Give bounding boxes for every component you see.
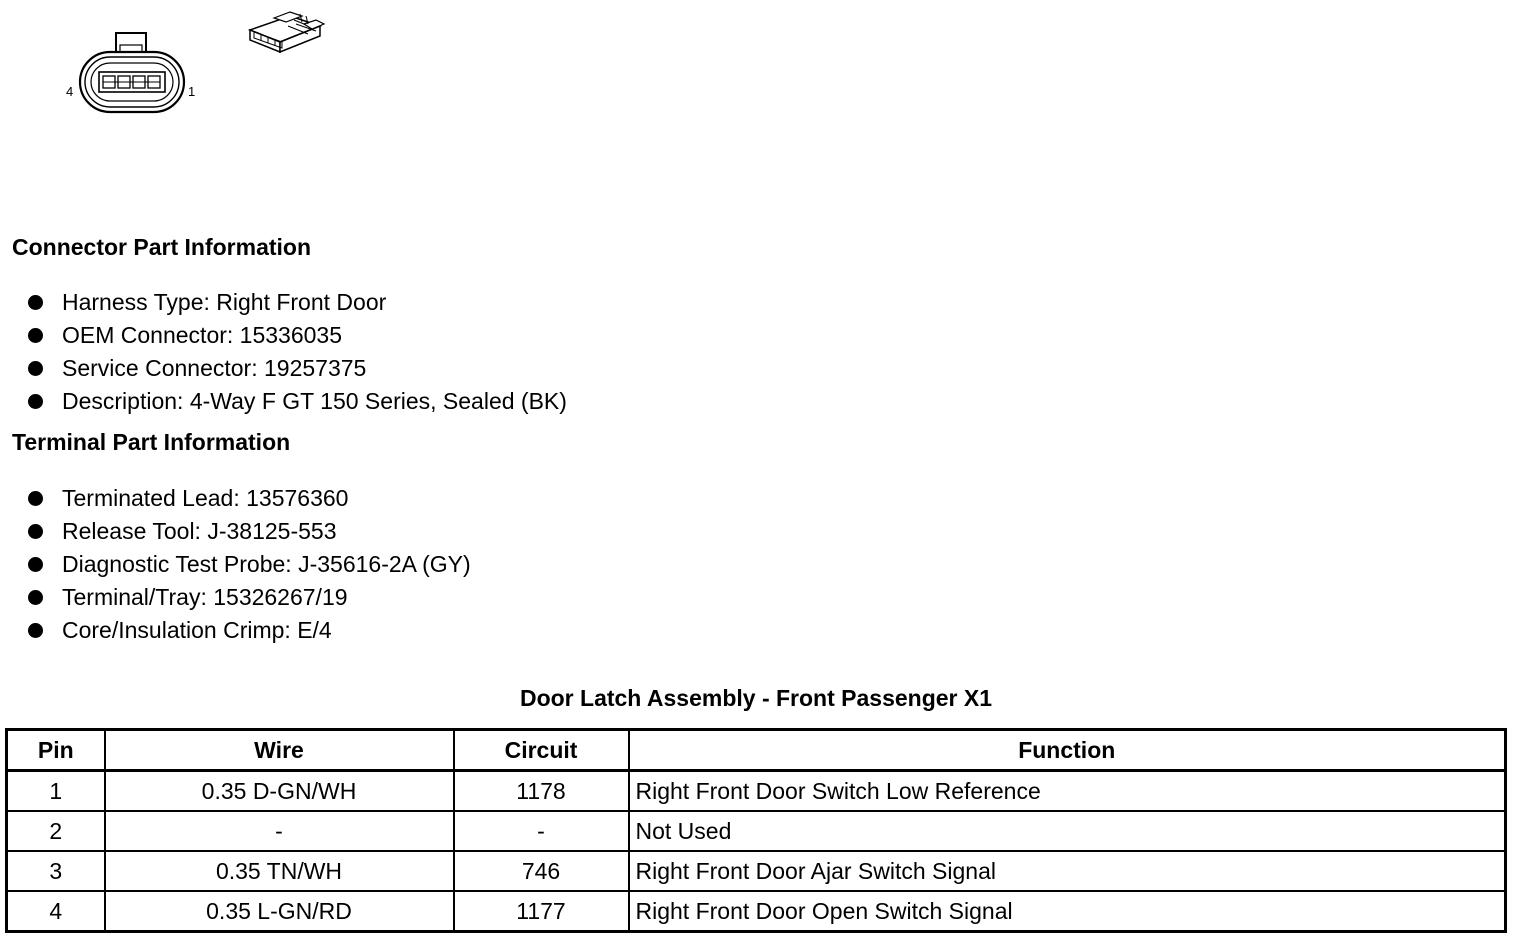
bullet-icon <box>28 623 43 638</box>
wire-cell: - <box>105 811 454 851</box>
table-row <box>7 771 1506 812</box>
circuit-cell: 1177 <box>454 891 629 932</box>
list-item-text: Diagnostic Test Probe: J-35616-2A (GY) <box>62 551 471 577</box>
connector-part-info-heading: Connector Part Information <box>12 234 312 260</box>
circuit-cell: - <box>454 811 629 851</box>
list-item <box>28 614 471 647</box>
connector-face-diagram <box>62 28 202 123</box>
list-item-text: Service Connector: 19257375 <box>62 355 367 381</box>
terminal-part-info-list <box>28 482 471 647</box>
list-item <box>28 482 471 515</box>
list-item <box>28 286 567 319</box>
column-header-circuit: Circuit <box>454 730 629 771</box>
list-item <box>28 581 471 614</box>
circuit-cell: 1178 <box>454 771 629 812</box>
column-header-function: Function <box>629 730 1506 771</box>
connector-isometric-diagram <box>244 8 328 58</box>
table-row <box>7 851 1506 891</box>
function-cell: Right Front Door Open Switch Signal <box>629 891 1506 932</box>
function-cell: Right Front Door Switch Low Reference <box>629 771 1506 812</box>
table-row <box>7 891 1506 932</box>
bullet-icon <box>28 328 43 343</box>
column-header-wire: Wire <box>105 730 454 771</box>
function-cell: Not Used <box>629 811 1506 851</box>
pin-cell: 4 <box>7 891 105 932</box>
pin-table <box>5 728 1507 933</box>
bullet-icon <box>28 524 43 539</box>
list-item-text: Core/Insulation Crimp: E/4 <box>62 617 332 643</box>
list-item-text: Terminated Lead: 13576360 <box>62 485 349 511</box>
bullet-icon <box>28 394 43 409</box>
pin-cell: 3 <box>7 851 105 891</box>
list-item-text: Terminal/Tray: 15326267/19 <box>62 584 348 610</box>
bullet-icon <box>28 590 43 605</box>
list-item <box>28 548 471 581</box>
bullet-icon <box>28 295 43 310</box>
bullet-icon <box>28 491 43 506</box>
bullet-icon <box>28 557 43 572</box>
list-item-text: Harness Type: Right Front Door <box>62 289 387 315</box>
table-header-row <box>7 730 1506 771</box>
pin-cell: 1 <box>7 771 105 812</box>
pin-label-1: 1 <box>188 84 196 99</box>
pin-cell: 2 <box>7 811 105 851</box>
pin-table-title: Door Latch Assembly - Front Passenger X1 <box>519 685 993 711</box>
connector-part-info-list <box>28 286 567 418</box>
list-item <box>28 385 567 418</box>
list-item <box>28 352 567 385</box>
list-item-text: OEM Connector: 15336035 <box>62 322 343 348</box>
terminal-part-info-heading: Terminal Part Information <box>12 429 291 455</box>
wire-cell: 0.35 L-GN/RD <box>105 891 454 932</box>
wire-cell: 0.35 D-GN/WH <box>105 771 454 812</box>
function-cell: Right Front Door Ajar Switch Signal <box>629 851 1506 891</box>
column-header-pin: Pin <box>7 730 105 771</box>
list-item-text: Description: 4-Way F GT 150 Series, Sealed (BK) <box>62 388 567 414</box>
pin-label-4: 4 <box>66 84 74 99</box>
list-item-text: Release Tool: J-38125-553 <box>62 518 337 544</box>
wire-cell: 0.35 TN/WH <box>105 851 454 891</box>
bullet-icon <box>28 361 43 376</box>
list-item <box>28 319 567 352</box>
list-item <box>28 515 471 548</box>
circuit-cell: 746 <box>454 851 629 891</box>
table-row <box>7 811 1506 851</box>
